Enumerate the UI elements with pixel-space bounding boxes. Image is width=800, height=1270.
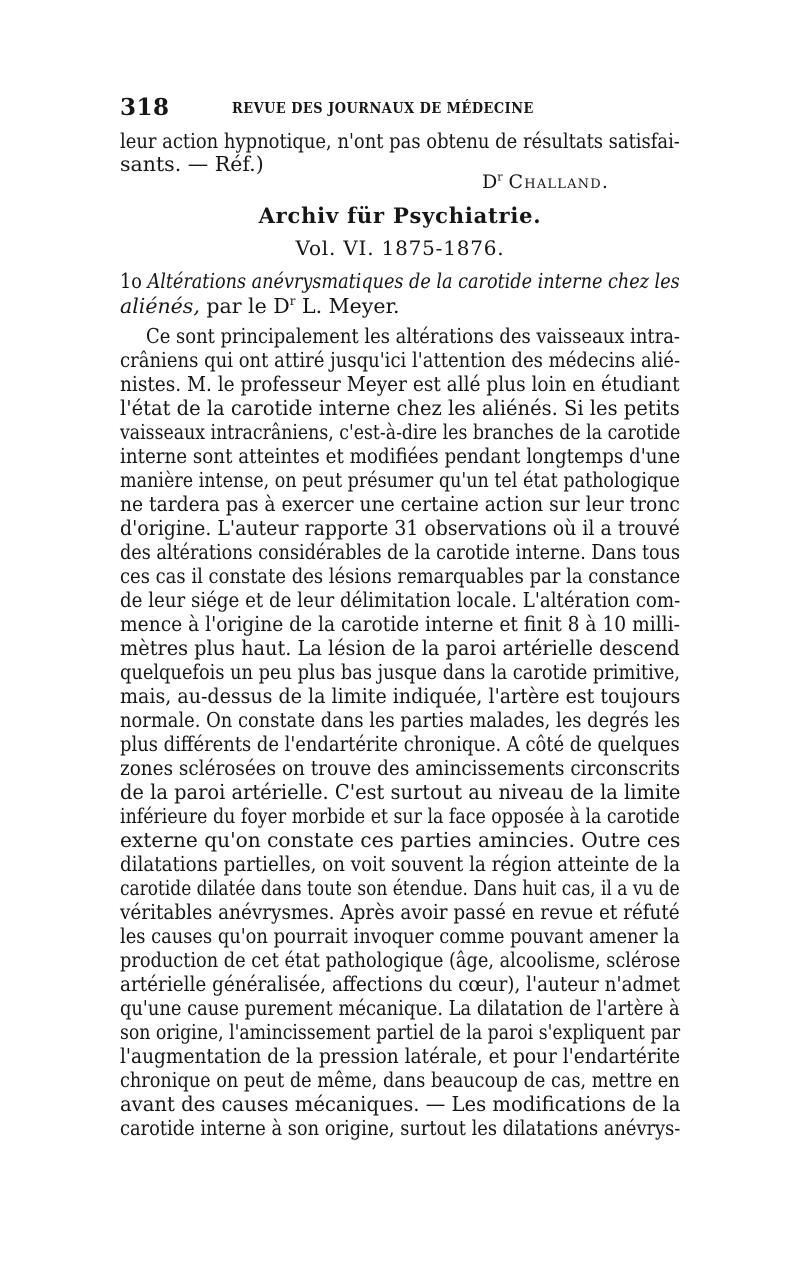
body-line: Ce sont principalement les altérations des vaisseaux intra- <box>146 324 680 348</box>
body-line: son origine, l'amincissement partiel de la paroi s'expliquent par <box>120 1020 681 1044</box>
item-author-prefix: par le D <box>206 294 290 318</box>
body-line: ne tardera pas à exercer une certaine action sur leur tronc <box>120 492 680 516</box>
body-line: mètres plus haut. La lésion de la paroi artérielle descend <box>120 636 680 660</box>
signature-name: Challand. <box>508 171 610 193</box>
body-line: carotide dilatée dans toute son étendue. Dans huit cas, il a vu de <box>120 876 680 900</box>
body-line: manière intense, on peut présumer qu'un tel état pathologique <box>120 468 680 492</box>
body-line: mence à l'origine de la carotide interne et finit 8 à 10 milli- <box>120 612 680 636</box>
section-volume: Vol. VI. 1875-1876. <box>295 236 505 260</box>
item-number: 1o <box>120 269 142 293</box>
continuation-text: sants. — Réf.) <box>120 152 264 176</box>
signature-prefix: D <box>482 171 498 193</box>
body-line: production de cet état pathologique (âge, alcoolisme, sclérose <box>120 948 681 972</box>
item-title: Altérations anévrysmatiques de la carotide interne chez les <box>147 269 680 293</box>
body-line: externe qu'on constate ces parties amincies. Outre ces <box>120 828 681 852</box>
item-author-sup: r <box>289 294 296 309</box>
body-line: les causes qu'on pourrait invoquer comme pouvant amener la <box>120 924 680 948</box>
body-line: l'état de la carotide interne chez les aliénés. Si les petits <box>120 396 680 420</box>
body-line: carotide interne à son origine, surtout les dilatations anévrys- <box>120 1116 681 1140</box>
body-line: de leur siége et de leur délimitation locale. L'altération com- <box>120 588 681 612</box>
continuation-line: leur action hypnotique, n'ont pas obtenu de résultats satisfai- <box>120 129 680 153</box>
body-line: plus différents de l'endartérite chronique. A côté de quelques <box>120 732 680 756</box>
item-author: L. Meyer. <box>301 294 400 318</box>
body-line: d'origine. L'auteur rapporte 31 observations où il a trouvé <box>120 516 680 540</box>
body-line: de la paroi artérielle. C'est surtout au niveau de la limite <box>120 780 681 804</box>
body-line: véritables anévrysmes. Après avoir passé en revue et réfuté <box>120 900 680 924</box>
body-line: chronique on peut de même, dans beaucoup de cas, mettre en <box>120 1068 680 1092</box>
item-title-line <box>120 267 680 295</box>
item-title-line <box>120 292 400 320</box>
body-line: des altérations considérables de la carotide interne. Dans tous <box>120 540 681 564</box>
page-number: 318 <box>120 94 170 121</box>
item-title-continued: aliénés, <box>120 294 200 318</box>
reviewer-signature <box>482 171 609 193</box>
body-line: qu'une cause purement mécanique. La dilatation de l'artère à <box>120 996 680 1020</box>
body-line: nistes. M. le professeur Meyer est allé plus loin en étudiant <box>120 372 680 396</box>
running-head <box>120 94 680 121</box>
body-line: dilatations partielles, on voit souvent la région atteinte de la <box>120 852 681 876</box>
body-line: l'augmentation de la pression latérale, et pour l'endartérite <box>120 1044 681 1068</box>
body-line: normale. On constate dans les parties malades, les degrés les <box>120 708 681 732</box>
signature-sup: r <box>497 170 503 184</box>
body-line: avant des causes mécaniques. — Les modifications de la <box>120 1092 681 1116</box>
body-line: mais, au-dessus de la limite indiquée, l'artère est toujours <box>120 684 681 708</box>
section-title: Archiv für Psychiatrie. <box>258 203 542 228</box>
body-line: quelquefois un peu plus bas jusque dans la carotide primitive, <box>120 660 681 684</box>
body-line: interne sont atteintes et modifiées pendant longtemps d'une <box>120 444 681 468</box>
continuation-line <box>120 150 264 178</box>
body-line: crâniens qui ont attiré jusqu'ici l'attention des médecins alié- <box>120 348 681 372</box>
body-line: zones sclérosées on trouve des amincissements circonscrits <box>120 756 681 780</box>
body-line: vaisseaux intracrâniens, c'est-à-dire les branches de la carotide <box>120 420 681 444</box>
body-line: artérielle généralisée, affections du cœur), l'auteur n'admet <box>120 972 681 996</box>
body-line: ces cas il constate des lésions remarquables par la constance <box>120 564 681 588</box>
journal-title: REVUE DES JOURNAUX DE MÉDECINE <box>232 99 534 117</box>
body-line: inférieure du foyer morbide et sur la face opposée à la carotide <box>120 804 680 828</box>
